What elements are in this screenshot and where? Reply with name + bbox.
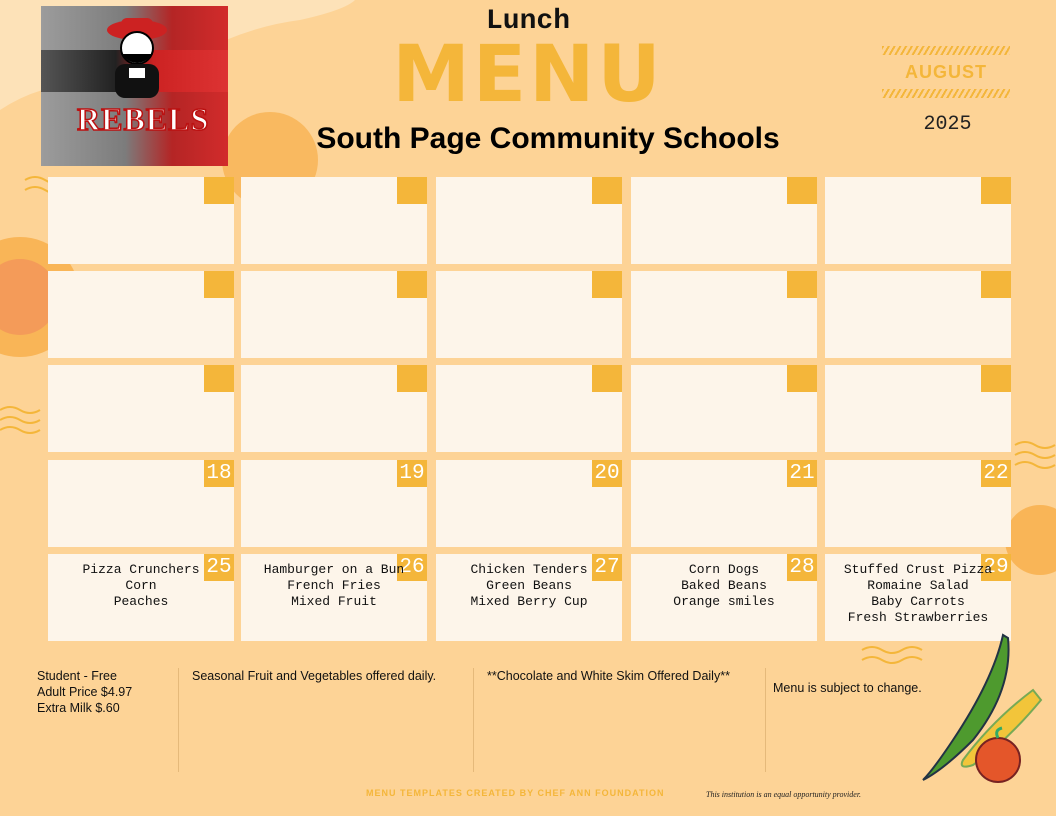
equal-opportunity-statement: This institution is an equal opportunity provider. — [706, 790, 862, 799]
day-cell — [631, 365, 817, 452]
menu-item: Green Beans — [486, 578, 572, 593]
day-menu-items — [631, 562, 817, 610]
day-cell — [825, 271, 1011, 358]
day-number — [204, 177, 234, 204]
day-cell — [825, 365, 1011, 452]
day-cell — [241, 554, 427, 641]
title-menu: MENU — [392, 30, 664, 120]
menu-item: Fresh Strawberries — [847, 610, 989, 625]
day-number: 21 — [787, 460, 817, 487]
menu-item: Romaine Salad — [867, 578, 969, 593]
menu-item: Mixed Fruit — [291, 594, 377, 609]
menu-item: Stuffed Crust Pizza — [843, 562, 993, 577]
day-menu-items — [241, 562, 427, 610]
footer-divider — [178, 668, 179, 772]
menu-item: Baby Carrots — [871, 594, 965, 609]
day-number: 19 — [397, 460, 427, 487]
day-cell — [825, 554, 1011, 641]
day-cell — [631, 177, 817, 264]
day-cell — [48, 271, 234, 358]
day-cell — [436, 365, 622, 452]
price-student: Student - Free — [37, 669, 117, 683]
footer-divider — [473, 668, 474, 772]
day-cell — [241, 271, 427, 358]
day-number — [397, 271, 427, 298]
menu-item: Mixed Berry Cup — [470, 594, 588, 609]
day-menu-items — [48, 562, 234, 610]
day-number — [787, 177, 817, 204]
day-number: 20 — [592, 460, 622, 487]
template-credit: MENU TEMPLATES CREATED BY CHEF ANN FOUNDATION — [366, 788, 665, 798]
day-number: 18 — [204, 460, 234, 487]
day-cell — [631, 460, 817, 547]
day-number — [397, 177, 427, 204]
logo-text: REBELS — [77, 101, 210, 137]
day-number — [981, 271, 1011, 298]
day-cell — [48, 554, 234, 641]
day-number: 27 — [592, 554, 622, 581]
day-number — [981, 365, 1011, 392]
menu-item: Hamburger on a Bun — [263, 562, 405, 577]
day-cell — [825, 460, 1011, 547]
day-cell — [241, 460, 427, 547]
day-number — [787, 365, 817, 392]
month-name: AUGUST — [905, 62, 987, 82]
price-adult: Adult Price $4.97 — [37, 685, 133, 699]
day-cell — [631, 554, 817, 641]
day-number — [397, 365, 427, 392]
menu-item: Chicken Tenders — [470, 562, 588, 577]
menu-item: Corn — [125, 578, 157, 593]
day-cell — [825, 177, 1011, 264]
day-cell — [436, 554, 622, 641]
price-info — [37, 668, 172, 772]
day-cell — [241, 365, 427, 452]
day-number — [592, 177, 622, 204]
menu-item: Orange smiles — [673, 594, 775, 609]
footer-divider — [765, 668, 766, 772]
day-cell — [631, 271, 817, 358]
day-number — [592, 365, 622, 392]
day-number: 26 — [397, 554, 427, 581]
day-number: 25 — [204, 554, 234, 581]
menu-calendar-grid — [48, 177, 1011, 642]
day-cell — [48, 460, 234, 547]
day-number — [592, 271, 622, 298]
day-number — [204, 271, 234, 298]
day-number: 22 — [981, 460, 1011, 487]
menu-item: Baked Beans — [681, 578, 767, 593]
day-number — [981, 177, 1011, 204]
day-cell — [436, 271, 622, 358]
day-number — [787, 271, 817, 298]
vegetables-illustration-icon — [913, 630, 1048, 786]
menu-item: Pizza Crunchers — [82, 562, 200, 577]
day-cell — [436, 177, 622, 264]
day-number: 28 — [787, 554, 817, 581]
day-cell — [436, 460, 622, 547]
day-number — [204, 365, 234, 392]
year-label: 2025 — [923, 113, 972, 136]
menu-item: French Fries — [287, 578, 381, 593]
seasonal-note: Seasonal Fruit and Vegetables offered daily. — [192, 669, 437, 683]
change-note: Menu is subject to change. — [773, 681, 922, 695]
milk-note: **Chocolate and White Skim Offered Daily** — [487, 669, 730, 683]
day-cell — [241, 177, 427, 264]
day-number: 29 — [981, 554, 1011, 581]
month-label — [882, 46, 1010, 102]
school-name: South Page Community Schools — [316, 122, 780, 155]
day-menu-items — [436, 562, 622, 610]
title-lunch: Lunch — [485, 6, 570, 37]
price-milk: Extra Milk $.60 — [37, 701, 120, 715]
day-cell — [48, 365, 234, 452]
menu-item: Peaches — [113, 594, 169, 609]
menu-item: Corn Dogs — [688, 562, 760, 577]
day-cell — [48, 177, 234, 264]
day-menu-items — [825, 562, 1011, 626]
